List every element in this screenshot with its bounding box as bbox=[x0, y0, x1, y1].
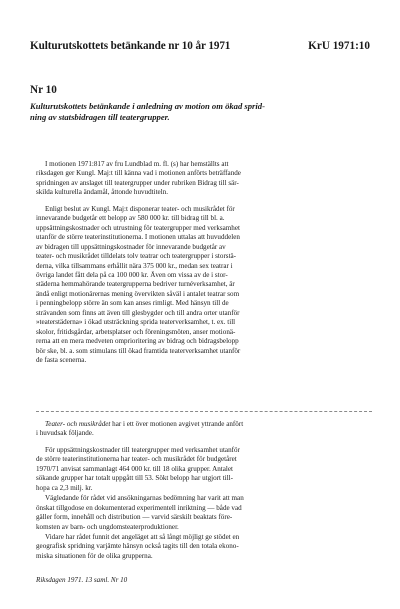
paragraph-criteria bbox=[36, 494, 372, 532]
text-line: I motionen 1971:817 av fru Lundblad m. fl. (s) har hemställts att bbox=[45, 160, 229, 168]
text-line: För uppsättningskostnader till teatergrupper med verksamhet utanför bbox=[45, 445, 240, 454]
text-line: skolor, fritidsgårdar, arbetsplatser och föreningsmöten, anser motionä- bbox=[36, 327, 236, 336]
paragraph-funding bbox=[36, 446, 372, 493]
text-line: teater- och musikrådet tilldelats tolv teatrar och teatergrupper i storstä- bbox=[36, 252, 237, 261]
text-line: Vägledande för rådet vid ansökningarnas bedömning har varit att man bbox=[45, 494, 244, 503]
subtitle-line: Kulturutskottets betänkande i anledning av motion om ökad sprid- bbox=[30, 101, 265, 111]
text-line: rerna att en mera medveten omprioritering av bidrag och bidragsbelopp bbox=[36, 337, 239, 346]
paragraph-background bbox=[36, 205, 372, 366]
body-name-italic: Teater- och musikrådet bbox=[45, 420, 111, 428]
running-header-code: KrU 1971:10 bbox=[308, 40, 370, 52]
text-line: städerna hemmahörande teatergrupperna bedriver turnéverksamhet, är bbox=[36, 280, 235, 289]
body-text-statement bbox=[36, 420, 372, 562]
text-line: Enligt beslut av Kungl. Maj:t disponerar teater- och musikrådet för bbox=[45, 204, 235, 213]
paragraph-geography bbox=[36, 533, 372, 561]
text-line: bör ske, bl. a. som stimulans till ökad framtida teaterverksamhet utanför bbox=[36, 346, 241, 355]
text-line: gäller form, innehåll och distribution — varvid särskilt beaktats före- bbox=[36, 513, 233, 522]
text-line: av bidragen till uppsättningskostnader för innevarande budgetår av bbox=[36, 242, 226, 251]
paragraph-statement-intro bbox=[36, 420, 372, 439]
report-number: Nr 10 bbox=[30, 84, 57, 96]
text-line: i huvudsak följande. bbox=[36, 429, 94, 438]
text-line: sökande grupper har totalt uppgått till 53. Sökt belopp har utgjort till- bbox=[36, 474, 234, 483]
text-line: ändå enligt motionärernas mening övervikten såväl i antalet teatrar som bbox=[36, 289, 240, 298]
text-line: 1970/71 anvisat sammanlagt 464 000 kr. till 18 olika grupper. Antalet bbox=[36, 464, 234, 473]
text-line: geografisk spridning varjämte hänsyn också tagits till den totala ekono- bbox=[36, 542, 239, 551]
text-line: riksdagen ger Kungl. Maj:t till känna vad i motionen anförts beträffande bbox=[36, 169, 241, 178]
running-header-title: Kulturutskottets betänkande nr 10 år 1971 bbox=[30, 40, 231, 52]
section-divider bbox=[36, 411, 372, 412]
text-line: de större teaterinstitutionerna har teater- och musikrådet för budgetåret bbox=[36, 455, 237, 464]
text-line: »teaterstäderna» i ökad utsträckning sprida teaterverksamhet, t. ex. till bbox=[36, 318, 236, 327]
body-text bbox=[36, 160, 372, 373]
text-line: utanför de större teaterinstitutionerna. I motionen uttalas att huvuddelen bbox=[36, 233, 240, 242]
text-line: övriga landet fått dela på ca 100 000 kr. Även om vissa av de i stor- bbox=[36, 270, 228, 279]
subtitle-line: ning av statsbidragen till teatergrupper. bbox=[30, 112, 170, 122]
report-subtitle bbox=[30, 101, 370, 123]
text-line: i penningbelopp större än som kan anses rimligt. Med hänsyn till de bbox=[36, 299, 229, 308]
text-line: spridningen av anslaget till teatergrupper under rubriken Bidrag till sär- bbox=[36, 178, 239, 187]
text-line: uppsättningskostnader och utrustning för teatergrupper med verksamhet bbox=[36, 223, 240, 232]
paragraph-motion bbox=[36, 160, 372, 198]
text-line: hopa ca 2,3 milj. kr. bbox=[36, 483, 93, 492]
text-line: komsten av barn- och ungdomsteaterproduktioner. bbox=[36, 522, 179, 531]
page-footer: Riksdagen 1971. 13 saml. Nr 10 bbox=[36, 576, 128, 584]
text-line: miska situationen för de olika grupperna. bbox=[36, 551, 153, 560]
text-line: skilda kulturella ändamål, åttonde huvudtiteln. bbox=[36, 188, 168, 197]
text-line: har i ett över motionen avgivet yttrande anfört bbox=[110, 420, 244, 428]
text-line: önskat tillgodose en dokumenterad experimentell inriktning — både vad bbox=[36, 503, 242, 512]
text-line: strävanden som finns att även till glesbygder och till andra orter utanför bbox=[36, 308, 240, 317]
text-line: Vidare har rådet funnit det angeläget att så långt möjligt ge stödet en bbox=[45, 532, 240, 541]
text-line: derna, vilka tillsammans erhållit nära 375 000 kr., medan sex teatrar i bbox=[36, 261, 233, 270]
text-line: de fasta scenerna. bbox=[36, 356, 87, 365]
text-line: innevarande budgetår ett belopp av 580 000 kr. till bidrag till bl. a. bbox=[36, 214, 225, 223]
